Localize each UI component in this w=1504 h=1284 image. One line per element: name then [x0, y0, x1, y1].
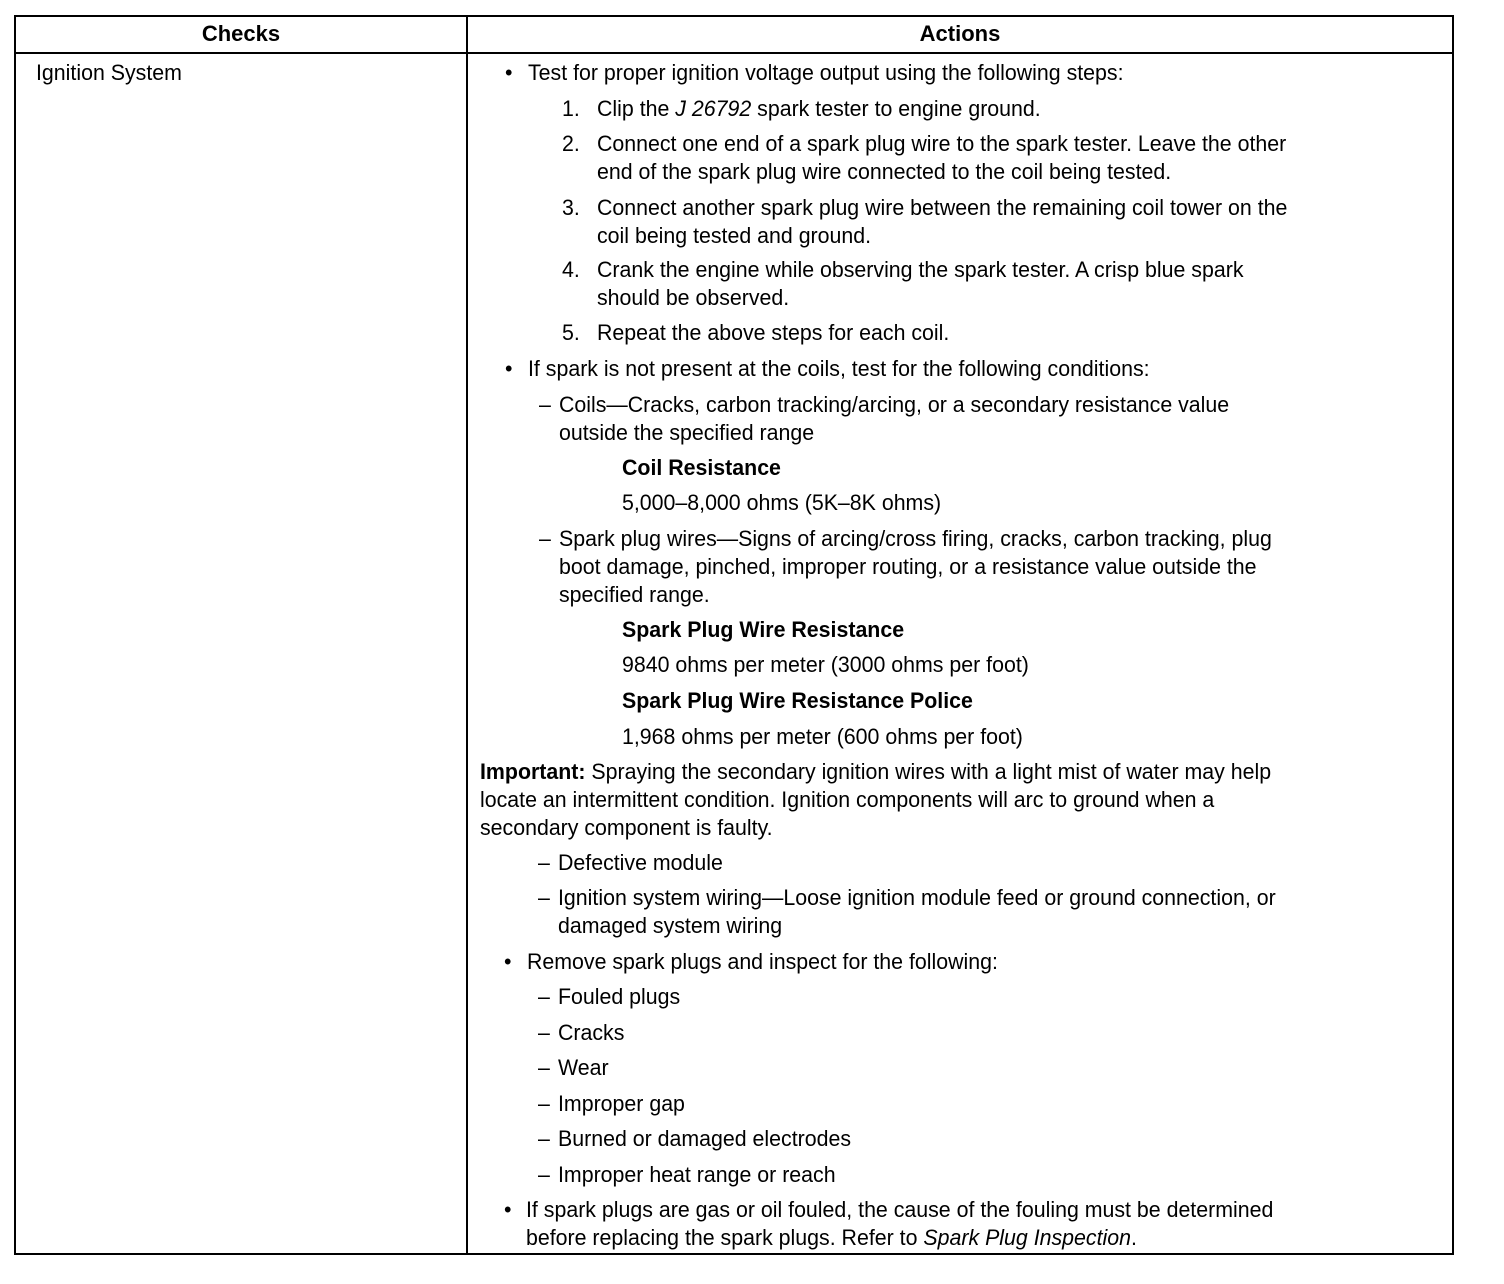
dash-icon: –	[538, 1055, 550, 1080]
tool-number: J 26792	[675, 96, 752, 121]
condition-text: outside the specified range	[559, 420, 815, 445]
bullet-icon: •	[505, 60, 513, 85]
important-text: Spraying the secondary ignition wires with a light mist of water may help	[585, 759, 1272, 784]
bullet-icon: •	[504, 1197, 512, 1222]
dash-icon: –	[538, 1020, 550, 1045]
dash-icon: –	[539, 392, 551, 417]
step-text-part: Clip the	[597, 96, 676, 121]
step-text: Repeat the above steps for each coil.	[597, 320, 950, 345]
bullet-text-part: .	[1131, 1225, 1137, 1250]
step-text: Connect another spark plug wire between the remaining coil tower on the	[597, 195, 1288, 220]
spec-title: Spark Plug Wire Resistance	[622, 617, 905, 642]
column-divider	[466, 15, 468, 1255]
bullet-text: If spark plugs are gas or oil fouled, the cause of the fouling must be determined	[526, 1197, 1274, 1222]
inspect-item: Improper gap	[558, 1091, 685, 1116]
check-name: Ignition System	[36, 60, 182, 85]
table-border-left	[14, 15, 16, 1255]
dash-icon: –	[538, 850, 550, 875]
step-number: 1.	[562, 96, 580, 121]
step-text-part: spark tester to engine ground.	[751, 96, 1041, 121]
condition-text: Defective module	[558, 850, 723, 875]
step-text: should be observed.	[597, 285, 790, 310]
step-number: 3.	[562, 195, 580, 220]
bullet-text: If spark is not present at the coils, test for the following conditions:	[528, 356, 1150, 381]
table-border-right	[1452, 15, 1454, 1255]
spec-value: 1,968 ohms per meter (600 ohms per foot)	[622, 724, 1023, 749]
step-text: Connect one end of a spark plug wire to the spark tester. Leave the other	[597, 131, 1287, 156]
important-note	[480, 758, 1271, 786]
condition-text: specified range.	[559, 582, 710, 607]
step-text: end of the spark plug wire connected to the coil being tested.	[597, 159, 1172, 184]
condition-text: Spark plug wires—Signs of arcing/cross firing, cracks, carbon tracking, plug	[559, 526, 1272, 551]
spec-value: 9840 ohms per meter (3000 ohms per foot)	[622, 652, 1029, 677]
dash-icon: –	[538, 1126, 550, 1151]
dash-icon: –	[538, 984, 550, 1009]
spec-value: 5,000–8,000 ohms (5K–8K ohms)	[622, 490, 942, 515]
spec-title: Spark Plug Wire Resistance Police	[622, 688, 973, 713]
condition-text: boot damage, pinched, improper routing, or a resistance value outside the	[559, 554, 1257, 579]
inspect-item: Wear	[558, 1055, 609, 1080]
dash-icon: –	[539, 526, 551, 551]
bullet-text: Remove spark plugs and inspect for the following:	[527, 949, 998, 974]
condition-text: Coils—Cracks, carbon tracking/arcing, or a secondary resistance value	[559, 392, 1230, 417]
inspect-item: Improper heat range or reach	[558, 1162, 836, 1187]
important-text: locate an intermittent condition. Ignition components will arc to ground when a	[480, 787, 1215, 812]
important-label: Important:	[480, 759, 586, 784]
step-number: 2.	[562, 131, 580, 156]
bullet-text: Test for proper ignition voltage output using the following steps:	[528, 60, 1124, 85]
bullet-text	[526, 1224, 1137, 1252]
reference-link[interactable]: Spark Plug Inspection	[923, 1225, 1132, 1250]
bullet-icon: •	[505, 356, 513, 381]
step-text: coil being tested and ground.	[597, 223, 872, 248]
step-number: 4.	[562, 257, 580, 282]
spec-title: Coil Resistance	[622, 455, 781, 480]
inspect-item: Fouled plugs	[558, 984, 681, 1009]
step-number: 5.	[562, 320, 580, 345]
condition-text: damaged system wiring	[558, 913, 783, 938]
table-border-top	[14, 15, 1454, 17]
bullet-text-part: before replacing the spark plugs. Refer to	[526, 1225, 924, 1250]
dash-icon: –	[538, 1162, 550, 1187]
dash-icon: –	[538, 885, 550, 910]
step-text: Crank the engine while observing the spark tester. A crisp blue spark	[597, 257, 1244, 282]
header-divider	[14, 52, 1454, 54]
dash-icon: –	[538, 1091, 550, 1116]
bullet-icon: •	[504, 949, 512, 974]
table-border-bottom	[14, 1253, 1454, 1255]
inspect-item: Burned or damaged electrodes	[558, 1126, 852, 1151]
inspect-item: Cracks	[558, 1020, 625, 1045]
header-checks: Checks	[201, 21, 281, 46]
header-actions: Actions	[919, 21, 1001, 46]
step-text	[597, 95, 1041, 123]
important-text: secondary component is faulty.	[480, 815, 773, 840]
condition-text: Ignition system wiring—Loose ignition module feed or ground connection, or	[558, 885, 1276, 910]
